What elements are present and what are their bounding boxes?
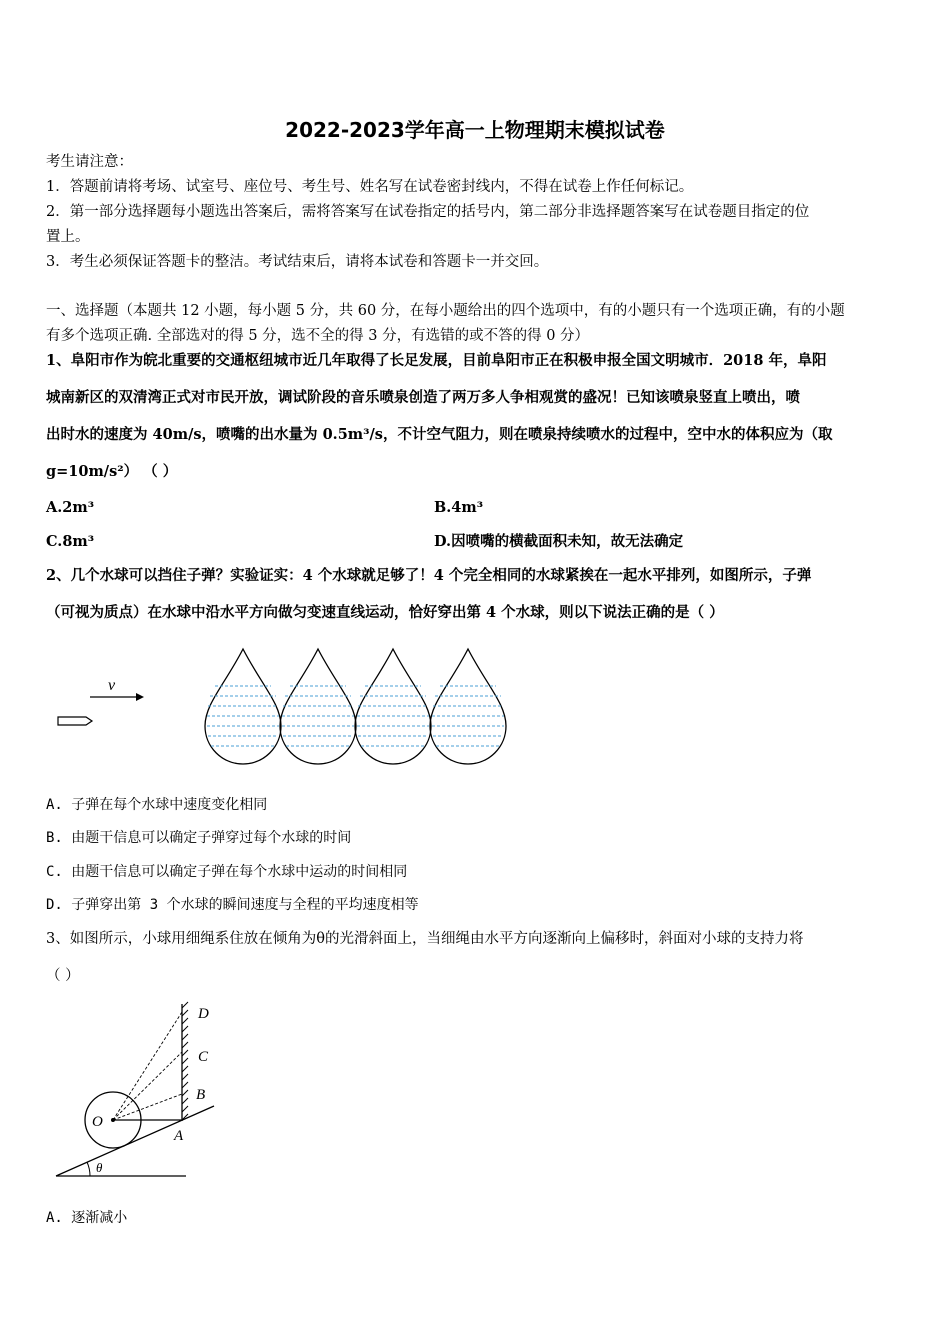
section-heading-line2: 有多个选项正确. 全部选对的得 5 分，选不全的得 3 分，有选错的或不答的得 0 分） [46,328,590,344]
label-b: B [196,1087,206,1103]
label-d: D [198,1006,209,1022]
incline-figure [50,998,230,1182]
wall [182,1002,188,1121]
q3-line-1: 3、如图所示，小球用细绳系住放在倾角为θ的光滑斜面上，当细绳由水平方向逐渐向上偏移时，斜面对小球的支持力将 [46,931,804,947]
q3-option-a: A. 逐渐减小 [46,1210,128,1226]
notice-item-3: 3．考生必须保证答题卡的整洁。考试结束后，请将本试卷和答题卡一并交回。 [46,254,549,270]
velocity-label: v [108,677,116,694]
notice-item-2: 2．第一部分选择题每小题选出答案后，需将答案写在试卷指定的括号内，第二部分非选择题答案写在试卷题目指定的位 [46,204,810,220]
q2-option-a: A. 子弹在每个水球中速度变化相同 [46,797,268,813]
section-heading-line1: 一、选择题（本题共 12 小题，每小题 5 分，共 60 分，在每小题给出的四个选项中，有的小题只有一个选项正确，有的小题 [46,303,845,319]
q2-option-d: D. 子弹穿出第 3 个水球的瞬间速度与全程的平均速度相等 [46,897,419,913]
notice-item-1: 1．答题前请将考场、试室号、座位号、考生号、姓名写在试卷密封线内，不得在试卷上作任何标记。 [46,179,694,195]
q2-option-b: B. 由题干信息可以确定子弹穿过每个水球的时间 [46,830,352,846]
q1-option-c: C.8m³ [46,533,95,550]
label-c: C [198,1049,209,1065]
q1-line-2: 城南新区的双清湾正式对市民开放，调试阶段的音乐喷泉创造了两万多人争相观赏的盛况！已知该喷泉竖直上喷出，喷 [46,389,800,406]
q1-line-4: g=10m/s²） （ ） [46,463,178,480]
q2-option-c: C. 由题干信息可以确定子弹在每个水球中运动的时间相同 [46,864,408,880]
label-a: A [174,1128,184,1144]
label-theta: θ [96,1160,103,1175]
water-balls-figure [50,644,510,766]
q1-line-1: 1、阜阳市作为皖北重要的交通枢纽城市近几年取得了长足发展，目前阜阳市正在积极申报全国文明城市．2018 年，阜阳 [46,352,827,369]
q1-option-b: B.4m³ [434,499,484,516]
q2-line-1: 2、几个水球可以挡住子弹？实验证实：4 个水球就足够了！4 个完全相同的水球紧挨在一起水平排列，如图所示，子弹 [46,567,812,584]
q1-option-d: D.因喷嘴的横截面积未知，故无法确定 [434,533,684,550]
water-lines [207,686,504,746]
q1-option-a: A.2m³ [46,499,95,516]
notice-item-2-cont: 置上。 [46,229,90,245]
page-title: 2022-2023学年高一上物理期末模拟试卷 [285,118,665,142]
q3-line-2: （ ） [46,968,80,984]
q1-line-3: 出时水的速度为 40m/s，喷嘴的出水量为 0.5m³/s，不计空气阻力，则在喷泉持续喷水的过程中，空中水的体积应为（取 [46,426,833,443]
incline-slope [56,1106,214,1176]
rope-lines [113,1012,182,1120]
notice-heading: 考生请注意： [46,154,133,170]
velocity-arrow [90,693,144,701]
label-o: O [92,1114,103,1130]
bullet-icon [58,717,92,725]
q2-line-2: （可视为质点）在水球中沿水平方向做匀变速直线运动，恰好穿出第 4 个水球，则以下说法正确的是（ ） [46,604,724,621]
